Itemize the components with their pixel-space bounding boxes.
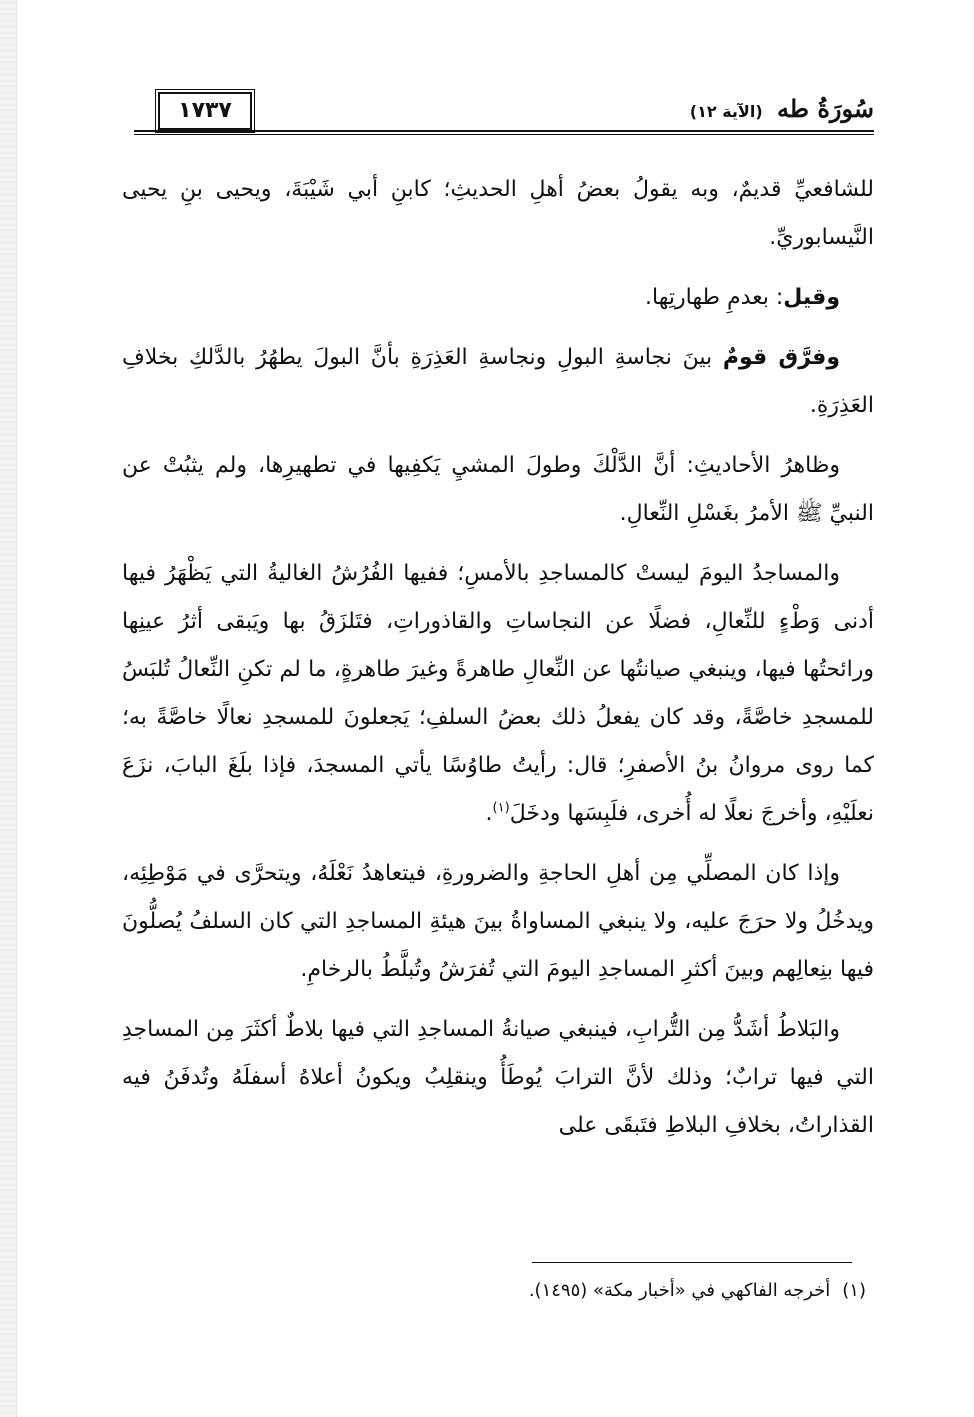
footnote-number: (١)	[842, 1280, 866, 1301]
body-text	[122, 166, 874, 1150]
footnote-text: أخرجه الفاكهي في «أخبار مكة» (١٤٩٥).	[528, 1280, 831, 1301]
footnote-reference[interactable]: (١)	[492, 800, 510, 816]
footnote	[126, 1274, 866, 1308]
footnote-rule	[532, 1262, 852, 1263]
running-title	[690, 94, 874, 123]
paragraph-text: للشافعيِّ قديمٌ، وبه يقولُ بعضُ أهلِ الحديثِ؛ كابنِ أبي شَيْبَةَ، ويحيى بنِ يحيى النَّيسابوريِّ.	[122, 177, 874, 250]
paragraph	[122, 550, 874, 838]
paragraph-text: بينَ نجاسةِ البولِ ونجاسةِ العَذِرَةِ بأنَّ البولَ يطهُرُ بالدَّلكِ بخلافِ العَذِرَةِ.	[122, 345, 874, 418]
paragraph-text: وظاهرُ الأحاديثِ: أنَّ الدَّلْكَ وطولَ المشيِ يَكفِيها في تطهيرِها، ولم يثبُتْ عن النبيِّ ﷺ الأمرُ بغَسْلِ النِّعالِ.	[122, 453, 874, 526]
paragraph-lead: وفرَّق قومٌ	[722, 345, 840, 370]
paragraph-text: : بعدمِ طهارتِها.	[645, 285, 784, 310]
paragraph-lead: وقيل	[783, 285, 840, 310]
paragraph-text: وإذا كان المصلِّي مِن أهلِ الحاجةِ والضرورةِ، فيتعاهدُ نَعْلَهُ، ويتحرَّى في مَوْطِئِه، ويدخُلُ ولا حرَجَ عليه، ولا ينبغي المساواةُ بينَ هيئةِ المساجدِ التي كان السلفُ يُصلُّونَ فيها بنِعالِهم وبينَ أكثرِ المساجدِ اليومَ التي تُفرَشُ وتُبلَّطُ بالرخامِ.	[122, 861, 874, 982]
ayah-label: (الآية ١٢)	[689, 102, 763, 121]
paragraph-end: .	[485, 801, 493, 826]
page-header	[122, 86, 874, 142]
page-number: ١٧٣٧	[158, 92, 252, 130]
paragraph	[122, 274, 874, 322]
scan-edge	[0, 0, 17, 1417]
paragraph-text: والبَلاطُ أشَدُّ مِن التُّرابِ، فينبغي صيانةُ المساجدِ التي فيها بلاطٌ أكثَرَ مِن المساجدِ التي فيها ترابٌ؛ وذلك لأنَّ الترابَ يُوطَأُ وينقلِبُ ويكونُ أعلاهُ أسفلَهُ وتُدفَنُ فيه القذاراتُ، بخلافِ البلاطِ فتَبقَى على	[122, 1017, 874, 1138]
surah-name: سُورَةُ طه	[777, 94, 874, 123]
paragraph	[122, 166, 874, 262]
paragraph-text: والمساجدُ اليومَ ليستْ كالمساجدِ بالأمسِ؛ ففيها الفُرُشُ الغاليةُ التي يَظْهَرُ فيها أدنى وَطْءٍ للنِّعالِ، فضلًا عن النجاساتِ والقاذوراتِ، فتَلزَقُ بها ويَبقى أثرُ عينِها ورائحتُها فيها، وينبغي صيانتُها عن النِّعالِ طاهرةً وغيرَ طاهرةٍ، ما لم تكنِ النِّعالُ تُلبَسُ للمسجدِ خاصَّةً، وقد كان يفعلُ ذلك بعضُ السلفِ؛ يَجعلونَ للمسجدِ نعالًا خاصَّةً به؛ كما روى مروانُ بنُ الأصفرِ؛ قال: رأيتُ طاوُسًا يأتي المسجدَ، فإذا بلَغَ البابَ، نزَعَ نعلَيْهِ، وأخرجَ نعلًا له أُخرى، فلَبِسَها ودخَلَ	[122, 561, 874, 826]
paragraph	[122, 1006, 874, 1150]
paragraph	[122, 850, 874, 994]
paragraph	[122, 334, 874, 430]
paragraph	[122, 442, 874, 538]
book-page	[122, 86, 874, 1162]
header-rule	[134, 130, 874, 135]
